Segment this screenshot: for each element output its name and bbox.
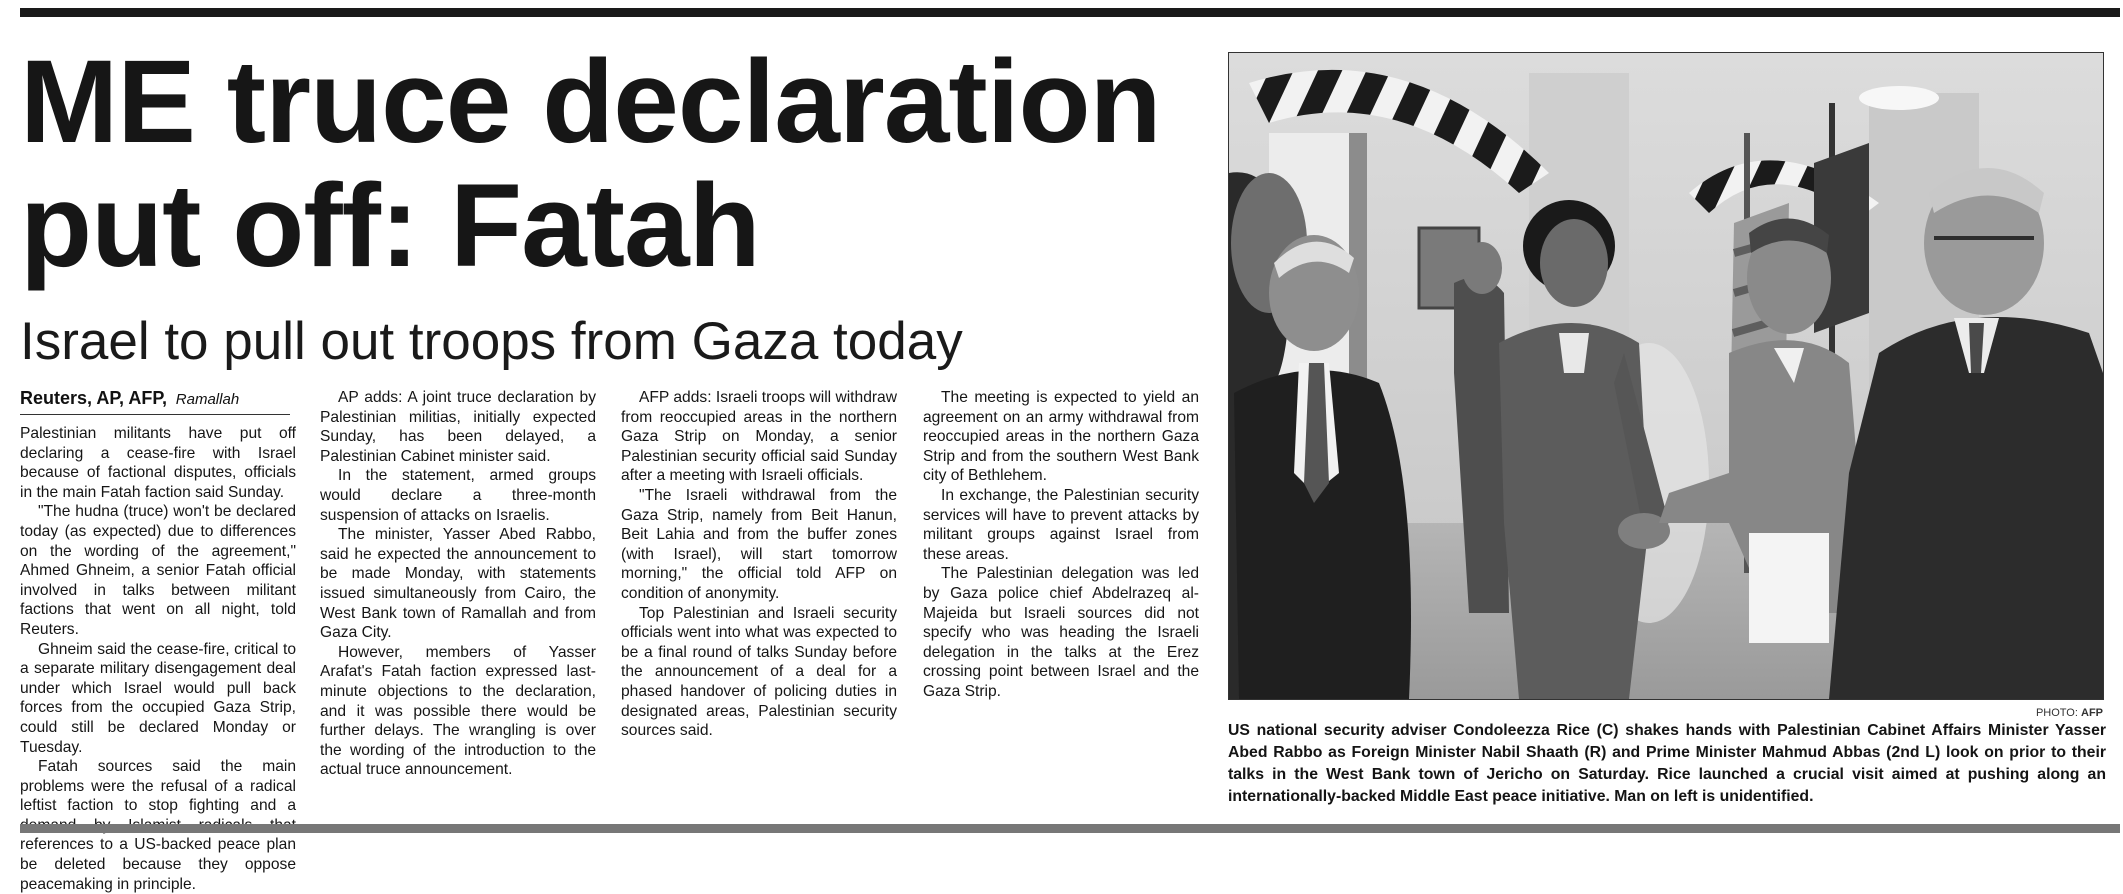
photo-caption: US national security adviser Condoleezza Rice (C) shakes hands with Palestinian Cabinet Affairs Minister Yasser Abed Rabbo as Foreign Minister Nabil Shaath (R) and Prime Minister Mahmud Abbas (2nd L) look on prior to their talks in the West Bank town of Jericho on Saturday. Rice launched a crucial visit aimed at pushing along an internationally-backed Middle East peace initiative. Man on left is unidentified.: [1228, 722, 2106, 805]
article-paragraph: In exchange, the Palestinian security services will have to prevent attacks by militant groups against Israel from these areas.: [923, 486, 1199, 563]
article-paragraph: Fatah sources said the main problems were the refusal of a radical leftist faction to stop fighting and a references to a US-backed peace plan be deleted because they oppose peacemaking in principle.: [20, 758, 296, 893]
photo-credit-label: PHOTO:: [2035, 707, 2078, 719]
article-paragraph: The minister, Yasser Abed Rabbo, said he expected the announcement to be made Monday, with statements issued simultaneously from Cairo, the West Bank town of Ramallah and from Gaza City.: [320, 526, 596, 642]
article-column-4: [923, 388, 1199, 809]
photo-credit: [1860, 706, 2103, 720]
byline: [20, 387, 290, 415]
top-rule: [20, 8, 2120, 17]
bottom-rule: [20, 824, 2120, 833]
article-paragraph: "The hudna (truce) won't be declared today (as expected) due to differences on the wording of the agreement," Ahmed Ghneim, a senior Fatah official involved in talks between militant factions that went on all night, told Reuters.: [20, 503, 296, 638]
article-paragraph: AP adds: A joint truce declaration by Palestinian militias, initially expected Sunday, has been delayed, a Palestinian Cabinet minister said.: [320, 389, 596, 465]
article-paragraph: The Palestinian delegation was led by Gaza police chief Abdelrazeq al-Majeida but Israeli sources did not specify who was heading the Israeli delegation in the talks at the Erez crossing point between Israel and the Gaza Strip.: [923, 565, 1199, 700]
article-paragraph: In the statement, armed groups would declare a three-month suspension of attacks on Israelis.: [320, 467, 596, 524]
article-paragraph: The meeting is expected to yield an agreement on an army withdrawal from reoccupied areas in the northern Gaza Strip and from the southern West Bank city of Bethlehem.: [923, 389, 1199, 485]
article-paragraph: However, members of Yasser Arafat's Fatah faction expressed last-minute objections to the declaration, and it was possible there would be further delays. The wrangling is over the wording of the introduction to the actual truce announcement.: [320, 643, 596, 779]
article-column-2: [320, 388, 596, 809]
subhead: Israel to pull out troops from Gaza today: [20, 312, 963, 371]
photo-credit-source: AFP: [2081, 707, 2103, 719]
article-column-1: [20, 424, 296, 893]
article-paragraph: "The Israeli withdrawal from the Gaza Strip, namely from Beit Hanun, Beit Lahia and from the buffer zones (with Israel), will start tomorrow morning," the official told AFP on condition of anonymity.: [621, 486, 897, 602]
byline-dateline: Ramallah: [175, 391, 240, 408]
headline: ME truce declaration put off: Fatah: [20, 36, 1161, 292]
article-paragraph: AFP adds: Israeli troops will withdraw from reoccupied areas in the northern Gaza Strip on Monday, a senior Palestinian security official said Sunday after a meeting with Israeli officials.: [621, 389, 897, 485]
article-paragraph: Palestinian militants have put off declaring a cease-fire with Israel because of factional disputes, officials in the main Fatah faction said Sunday.: [20, 425, 296, 501]
news-photo: [1228, 52, 2104, 700]
article-paragraph: Ghneim said the cease-fire, critical to a separate military disengagement deal under which Israel would pull back forces from the occupied Gaza Strip, could still be declared Monday or Tuesday.: [20, 640, 296, 756]
byline-agencies: Reuters, AP, AFP,: [20, 388, 168, 408]
article-column-3: [621, 388, 897, 809]
article-paragraph: Top Palestinian and Israeli security officials went into what was expected to be a final round of talks Sunday before the announcement of a deal for a phased handover of policing duties in designated areas, Palestinian security sources said.: [621, 604, 897, 740]
